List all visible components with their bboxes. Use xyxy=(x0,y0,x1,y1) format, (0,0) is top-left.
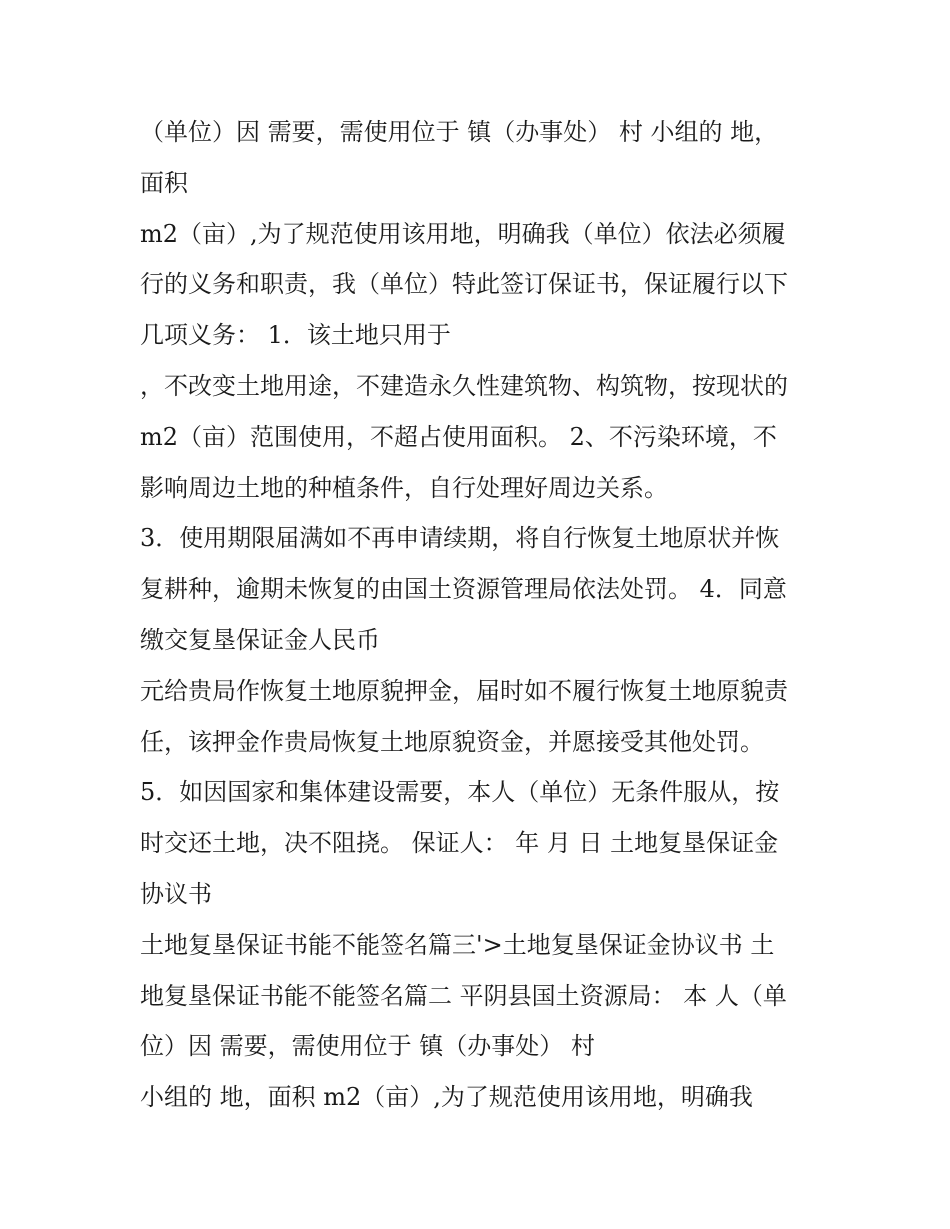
text-line: 面积 xyxy=(140,168,188,197)
text-line: 地复垦保证书能不能签名篇二 平阴县国土资源局： 本 人（单 xyxy=(140,981,787,1010)
text-line: 协议书 xyxy=(140,879,212,908)
text-line: 时交还土地，决不阻挠。 保证人： 年 月 日 土地复垦保证金 xyxy=(140,829,779,858)
document-body xyxy=(140,107,830,1123)
text-line: 复耕种，逾期未恢复的由国土资源管理局依法处罚。 4．同意 xyxy=(140,575,787,604)
text-line: m2（亩）,为了规范使用该用地，明确我（单位）依法必须履 xyxy=(140,219,786,248)
text-line: 3．使用期限届满如不再申请续期，将自行恢复土地原状并恢 xyxy=(140,524,780,553)
text-line: ，不改变土地用途，不建造永久性建筑物、构筑物，按现状的 xyxy=(140,371,788,400)
text-line: m2（亩）范围使用，不超占使用面积。 2、不污染环境，不 xyxy=(140,422,777,451)
text-line: 缴交复垦保证金人民币 xyxy=(140,625,380,654)
text-line: 5．如因国家和集体建设需要，本人（单位）无条件服从，按 xyxy=(140,778,780,807)
text-line: 小组的 地，面积 m2（亩）,为了规范使用该用地，明确我 xyxy=(140,1083,753,1112)
text-line: 位）因 需要，需使用位于 镇（办事处） 村 xyxy=(140,1032,595,1061)
text-line: 行的义务和职责，我（单位）特此签订保证书，保证履行以下 xyxy=(140,270,788,299)
text-line: 任，该押金作贵局恢复土地原貌资金，并愿接受其他处罚。 xyxy=(140,727,764,756)
text-line: 元给贵局作恢复土地原貌押金，届时如不履行恢复土地原貌责 xyxy=(140,676,788,705)
text-line: （单位）因 需要，需使用位于 镇（办事处） 村 小组的 地， xyxy=(140,118,779,146)
text-line: 土地复垦保证书能不能签名篇三'>土地复垦保证金协议书 土 xyxy=(140,930,775,959)
text-line: 影响周边土地的种植条件，自行处理好周边关系。 xyxy=(140,473,668,502)
text-line: 几项义务： 1．该土地只用于 xyxy=(140,321,451,350)
